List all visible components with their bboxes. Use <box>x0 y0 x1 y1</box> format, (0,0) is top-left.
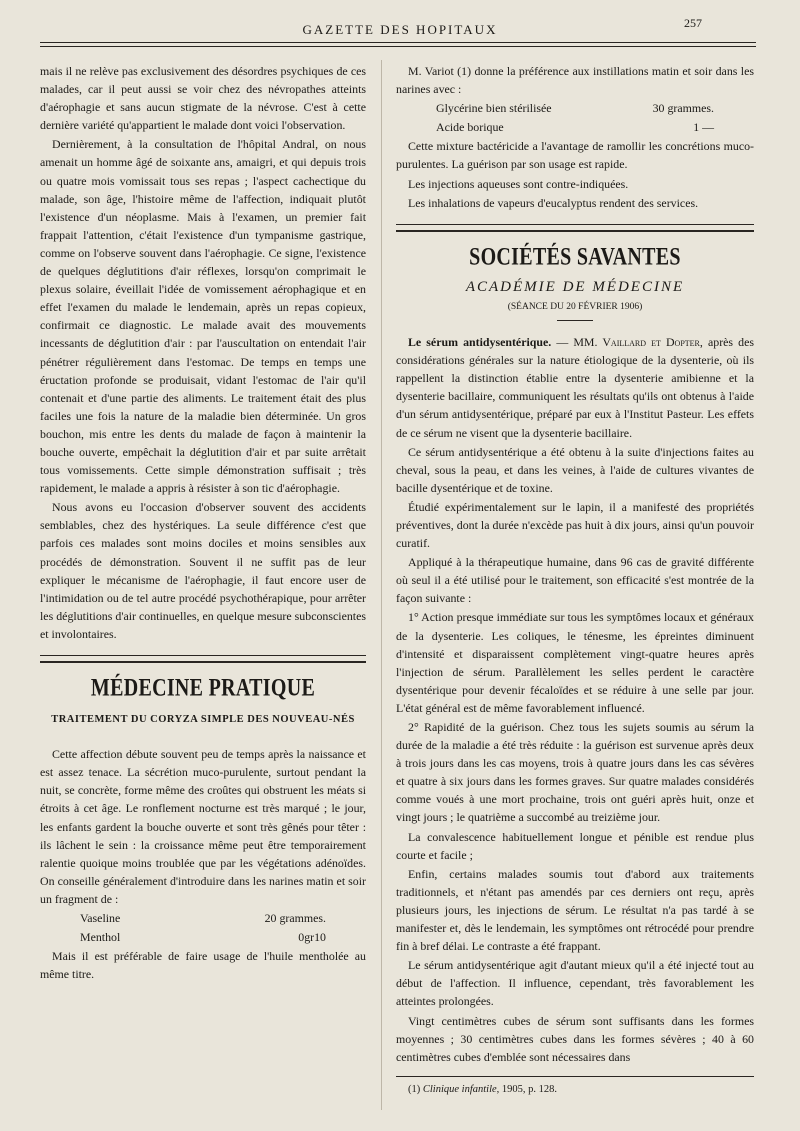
left-column <box>40 62 366 984</box>
formula-item: Acide borique <box>436 120 504 135</box>
footnote-source: Clinique infantile, <box>422 1083 500 1095</box>
paragraph: 1° Action presque immédiate sur tous les symptômes locaux et généraux de la dysenterie. Les coliques, le ténesme, les épreintes diminuent d'intensité et disparaissent complètement vingt-quatre heures après l'injection de sérum. Parallèlement les selles perdent le caractère dysentérique pour devenir fécaloïdes et se réduire à une selle par jour. L'état général est de même favorablement influencé. <box>396 610 754 715</box>
header-rule <box>40 42 756 43</box>
formula-item: Glycérine bien stérilisée <box>436 101 552 116</box>
right-column <box>396 62 754 1099</box>
paragraph: Les injections aqueuses sont contre-indiquées. <box>408 176 629 191</box>
paragraph: Mais il est préférable de faire usage de l'huile mentholée au même titre. <box>40 949 366 982</box>
formula-quantity: 1 — <box>693 120 714 135</box>
paragraph: Le sérum antidysentérique agit d'autant mieux qu'il a été injecté tout au début de l'affection. Il influence, cependant, très favorablement les atteintes prolongées. <box>396 958 754 1009</box>
formula-quantity: 0gr10 <box>298 930 326 945</box>
formula-item: Menthol <box>80 930 121 945</box>
paragraph: Appliqué à la thérapeutique humaine, dans 96 cas de gravité différente où seul il a été utilisé pour le traitement, son efficacité s'est montrée de la façon suivante : <box>396 555 754 606</box>
formula-quantity: 20 grammes. <box>264 911 326 926</box>
academy-title: ACADÉMIE DE MÉDECINE <box>465 278 685 295</box>
paragraph: Le sérum antidysentérique. — MM. Vaillard et Dopter, après des considérations générales sur la nature étiologique de la dysenterie, où ils rappellent la distinction établie entre la dysenterie amibienne et la dysenterie bacillaire, communiquent les résultats qu'ils ont obtenus à l'aide d'un sérum antidysentérique, préparé par eux à l'Institut Pasteur. Les effets de ce sérum ne visent que la dysenterie bacillaire. <box>396 335 754 440</box>
paragraph: Cette affection débute souvent peu de temps après la naissance et est assez tenace. La sécrétion muco-purulente, surtout pendant la nuit, se concrète, forme même des croûtes qui obstruent les méats si étroits à cet âge. Le ronflement nocturne est très marqué ; le jour, les enfants gardent la bouche ouverte et sont très gênés pour têter : ils lâchent le sein : la croissance même peut être temporairement ralentie quoique moins troublée que par les végétations adénoïdes. On conseille généralement d'introduire dans les narines matin et soir un fragment de : <box>40 747 366 906</box>
column-divider <box>381 60 382 1110</box>
paragraph: M. Variot (1) donne la préférence aux instillations matin et soir dans les narines avec : <box>396 64 754 97</box>
paragraph: Enfin, certains malades soumis tout d'abord aux traitements traditionnels, et n'étant pas amendés par ces derniers ont reçu, après plusieurs jours, les injections de sérum. Le résultat n'a pas tardé à se manifester et, dès le lendemain, les symptômes ont rétrocédé pour prendre fin à bref délai. Le contraste a été frappant. <box>396 866 754 954</box>
paragraph-text: après des considérations générales sur la nature étiologique de la dysenterie, où ils rappellent la distinction établie entre la dysenterie amibienne et la dysenterie bacillaire, communiquent les résultats qu'ils ont obtenus à l'aide d'un sérum antidysentérique, préparé par eux à l'Institut Pasteur. Les effets de ce sérum ne visent que la dysenterie bacillaire. <box>396 335 754 440</box>
lead-title: Le sérum antidysentérique. <box>408 335 552 350</box>
section-rule <box>396 224 754 232</box>
section-title: SOCIÉTÉS SAVANTES <box>469 242 681 271</box>
formula-line <box>40 928 366 946</box>
paragraph: Dernièrement, à la consultation de l'hôpital Andral, on nous amenait un homme âgé de soixante ans, amaigri, et qui depuis trois ou quatre mois vomissait tous ses repas ; l'aspect cachectique du malade, son âge, l'histoire même de l'affection, indiquait plutôt l'existence d'un néoplasme. Mais à l'examen, un premier fait frappait l'attention, c'était l'existence d'un tympanisme gastrique, comme on l'observe souvent dans l'aérophagie. Ce signe, l'existence de quelques déglutitions d'air réflexes, lorsqu'on comprimait le plexus solaire, éveillait l'idée de vomissement aérophagique et en effet l'examen du malade le lendemain, après un repas copieux, confirmait ce diagnostic. Le malade avait des mouvements incessants de déglutition d'air : par l'auscultation on entendait l'air pénétrer régulièrement dans l'estomac. De temps en temps une éructation profonde se produisait, vidant l'estomac de l'air qu'il contenait et d'une partie des aliments. Le traitement était des plus faciles une fois la nature de la maladie bien déterminée. Un gros bouchon, mis entre les dents du malade de façon à maintenir la bouche ouverte, empêchait la déglutition d'air et par suite arrêtait tous vomissements. Cette simple démonstration suffisait ; très rapidement, le malade a appris à résister à son tic d'aérophagie. <box>40 137 366 496</box>
page-number: 257 <box>684 16 702 30</box>
paragraph: Nous avons eu l'occasion d'observer souvent des accidents semblables, chez des hystériques. La seule différence c'est que parfois ces malades sont moins dociles et moins sensibles aux procédés de démonstration. Souvent il ne suffit pas de leur expliquer le mécanisme de l'aérophagie, il faut encore user de l'intimidation ou de tel autre procédé psychothérapique, pour arrêter les déglutitions d'air continuelles, en quelque mesure subconscientes et involontaires. <box>40 500 366 641</box>
formula-quantity: 30 grammes. <box>652 101 714 116</box>
short-rule <box>557 320 593 321</box>
lead-authors: MM. Vaillard et Dopter, <box>573 335 703 350</box>
running-head: GAZETTE DES HOPITAUX <box>302 22 498 37</box>
paragraph: Étudié expérimentalement sur le lapin, il a manifesté des propriétés préventives, dont la durée n'excède pas huit à dix jours, ainsi qu'un pouvoir curatif. <box>396 499 754 551</box>
paragraph: Les inhalations de vapeurs d'eucalyptus rendent des services. <box>408 195 699 210</box>
footnote-number: (1) <box>408 1083 421 1095</box>
section-title: MÉDECINE PRATIQUE <box>90 674 316 702</box>
paragraph: Vingt centimètres cubes de sérum sont suffisants dans les formes moyennes ; 30 centimètres cubes dans les formes sévères ; 40 à 60 centimètres cubes d'emblée sont nécessaires dans <box>396 1013 754 1064</box>
paragraph: La convalescence habituellement longue et pénible est rendue plus courte et facile ; <box>396 829 754 862</box>
section-rule <box>40 655 366 663</box>
paragraph: Ce sérum antidysentérique a été obtenu à la suite d'injections faites au cheval, sous la peau, et dans les veines, à l'aide de cultures vivantes de bacille dysentérique et de toxine. <box>396 444 754 495</box>
footnote <box>396 1076 754 1099</box>
formula-item: Vaseline <box>80 911 121 926</box>
formula-line <box>40 909 366 927</box>
footnote-reference: 1905, p. 128. <box>501 1083 558 1095</box>
formula-line <box>396 118 754 136</box>
paragraph: 2° Rapidité de la guérison. Chez tous les sujets soumis au sérum la durée de la maladie a été très réduite : la guérison est survenue après deux à trois jours dans les cas moyens, trois à quatre jours dans les cas sévères et quatre à six jours dans les formes graves. Sur quatre malades considérés comme voués à une mort prochaine, trois ont guéri après huit, onze et vingt jours ; le quatrième a succombé au treizième jour. <box>396 720 754 825</box>
session-date: (SÉANCE DU 20 FÉVRIER 1906) <box>507 301 643 312</box>
paragraph: Cette mixture bactéricide a l'avantage de ramollir les concrétions muco-purulentes. La guérison par son usage est rapide. <box>396 139 754 172</box>
formula-line <box>396 99 754 117</box>
subsection-title: TRAITEMENT DU CORYZA SIMPLE DES NOUVEAU-NÉS <box>51 714 355 726</box>
header-rule-double <box>40 46 756 47</box>
paragraph: mais il ne relève pas exclusivement des désordres psychiques de ces malades, car il peut aussi se voir chez des névropathes atteints d'aérophagie et sans aucun stigmate de la névrose. C'est à cette dernière variété qu'appartient le malade dont voici l'observation. <box>40 64 366 133</box>
